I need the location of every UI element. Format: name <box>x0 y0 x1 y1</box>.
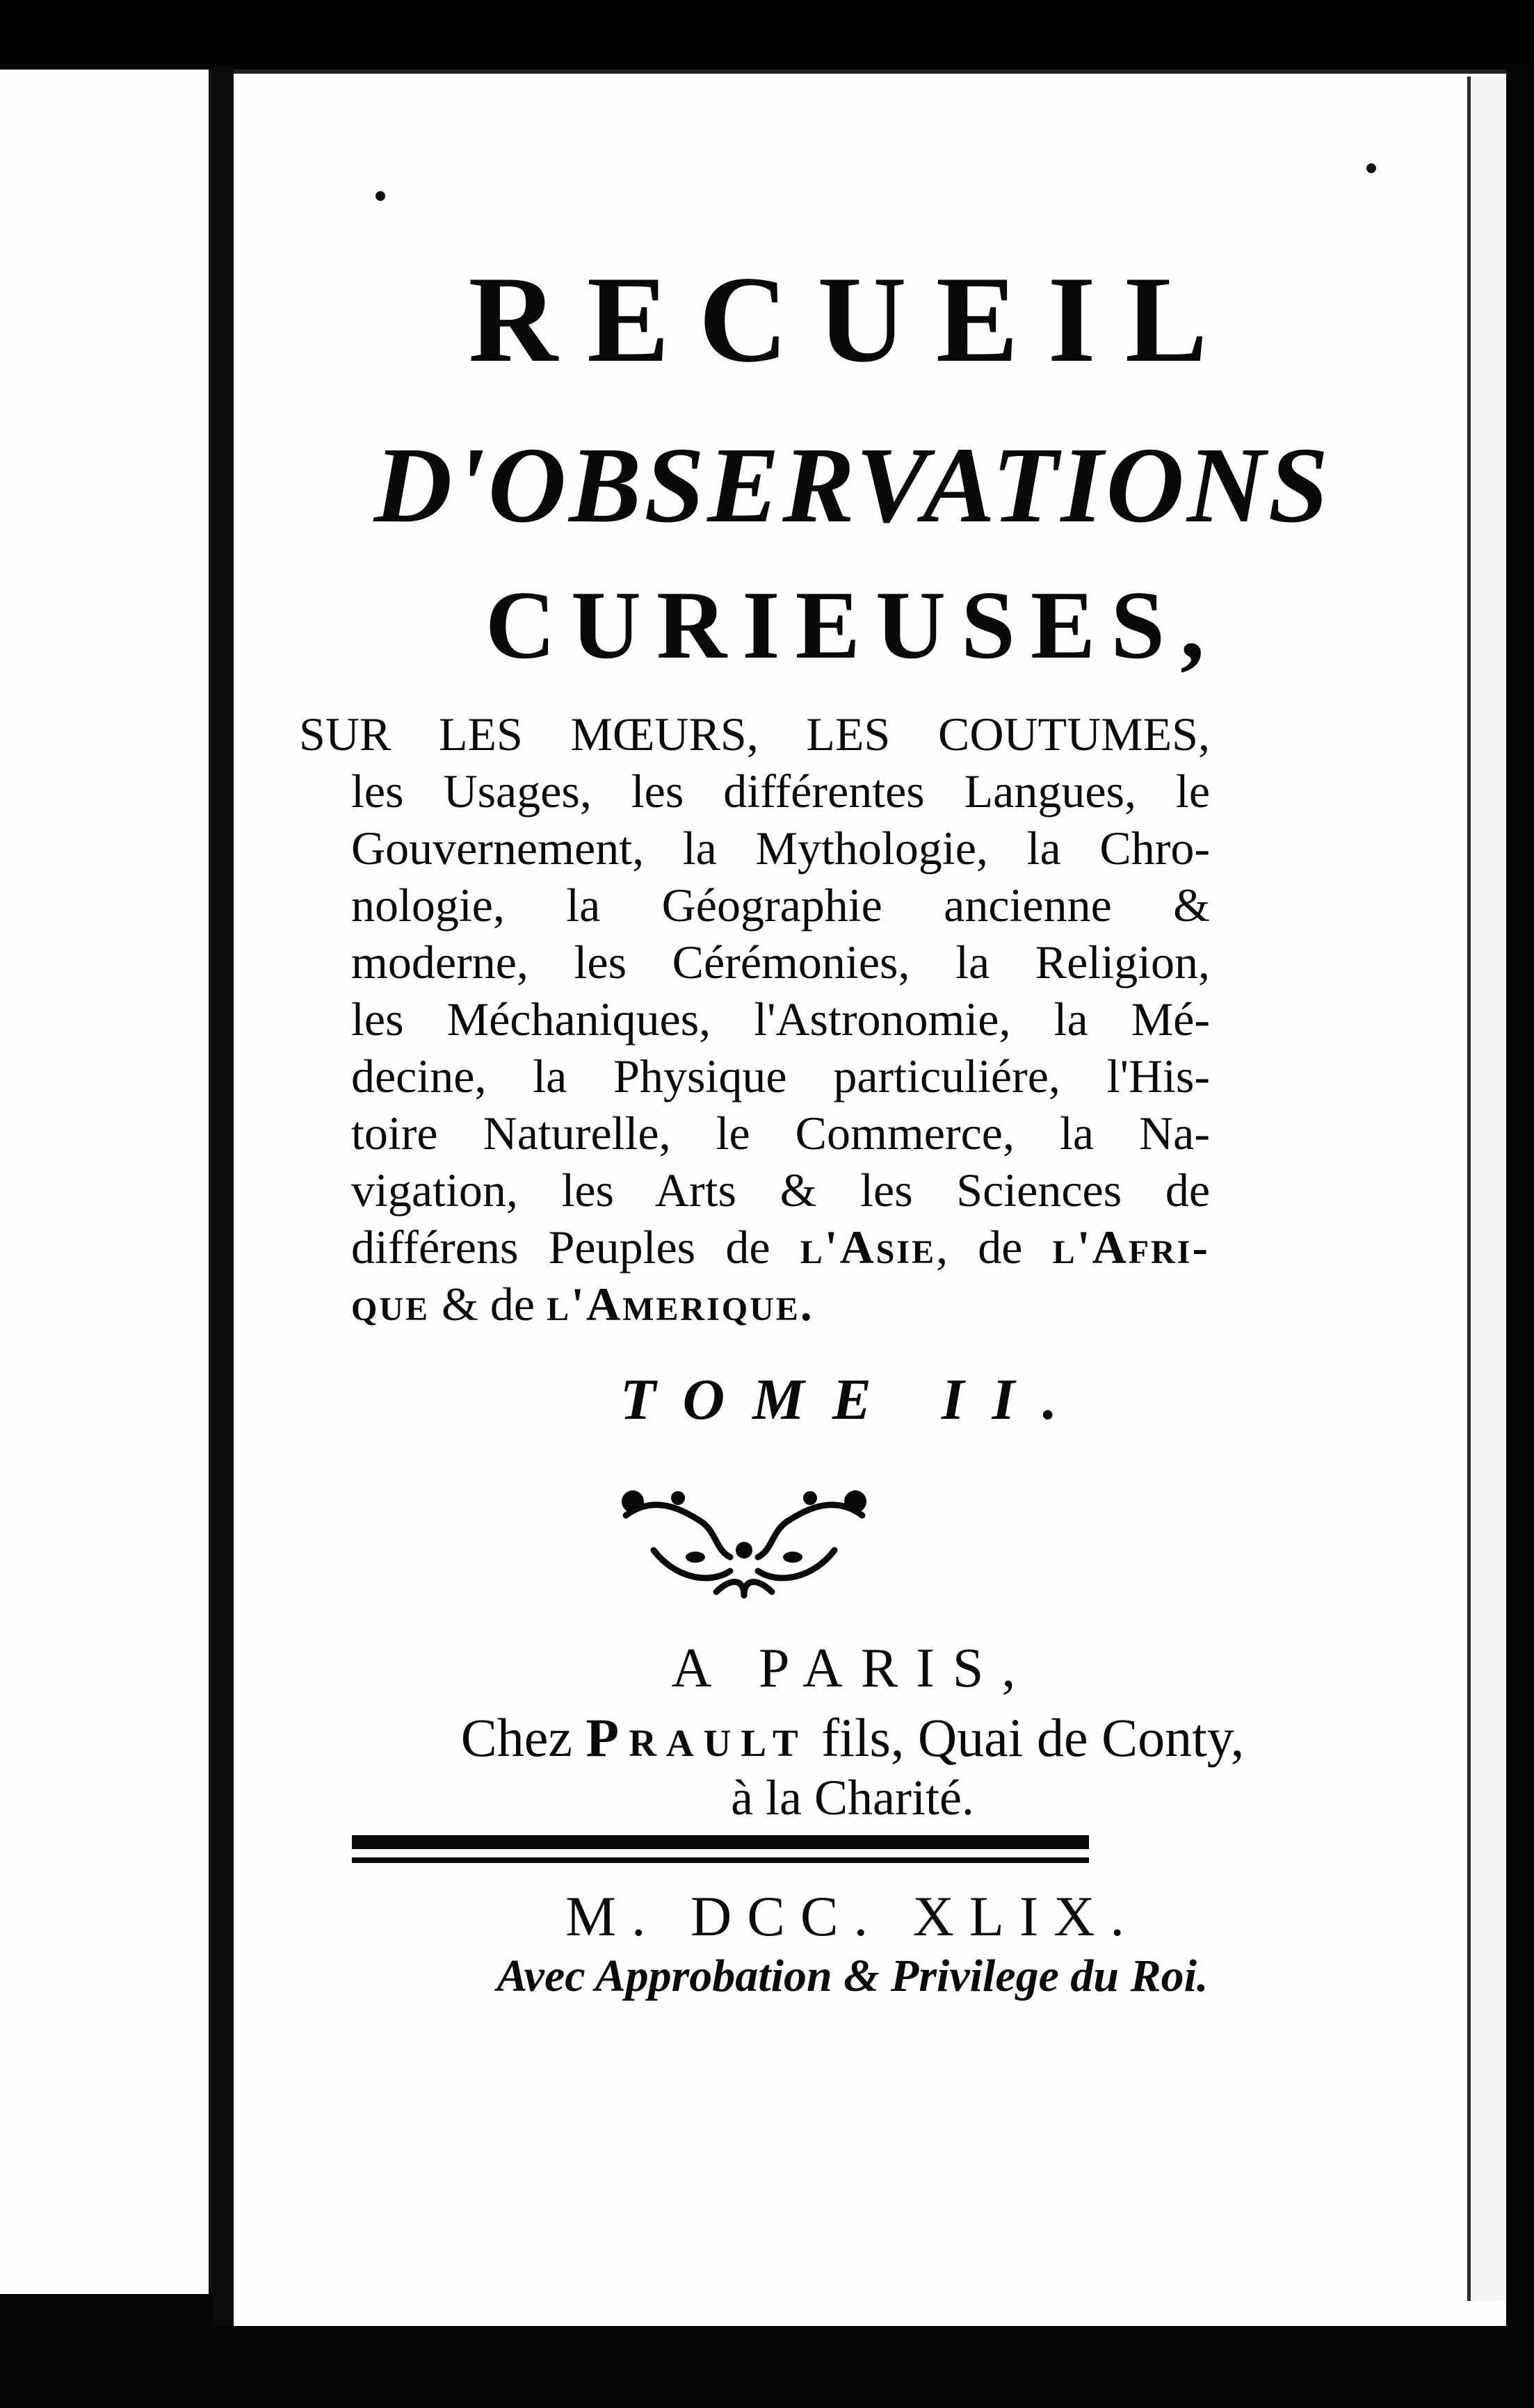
double-rule-thick <box>352 1835 1089 1849</box>
subtitle-line: vigation, les Arts & les Sciences de <box>351 1164 1210 1217</box>
place-asie: l'Asie <box>800 1221 937 1274</box>
subtitle-line: Gouvernement, la Mythologie, la Chro- <box>351 822 1210 874</box>
subtitle-line <box>351 1276 1210 1333</box>
subtitle-line: les Usages, les différentes Langues, le <box>351 765 1210 817</box>
ink-speck <box>376 191 385 201</box>
subtitle-text: différens Peuples de <box>351 1221 800 1274</box>
subtitle-text: & de <box>430 1278 547 1331</box>
subtitle-line: moderne, les Cérémonies, la Religion, <box>351 936 1210 989</box>
imprint-printer: Prault <box>586 1707 808 1768</box>
place-amerique: l'Amerique. <box>547 1278 814 1331</box>
title-recueil: RECUEIL <box>468 250 1237 388</box>
imprint-city: A PARIS, <box>671 1638 1034 1699</box>
place-afrique-end: que <box>351 1278 430 1331</box>
subtitle-text: , de <box>936 1221 1053 1274</box>
place-afrique: l'Afri- <box>1052 1221 1210 1274</box>
ink-speck <box>1366 163 1376 173</box>
subtitle-line: nologie, la Géographie ancienne & <box>351 879 1210 932</box>
subtitle-line: decine, la Physique particuliére, l'His- <box>351 1050 1210 1103</box>
scan-border-top <box>0 0 1534 63</box>
subtitle-line: les Méchaniques, l'Astronomie, la Mé- <box>351 993 1210 1046</box>
imprint-chez: Chez <box>460 1707 573 1768</box>
book-gutter <box>213 67 234 2326</box>
title-curieuses: CURIEUSES, <box>485 571 1220 679</box>
publication-date: M. DCC. XLIX. <box>565 1885 1140 1948</box>
volume-number: TOME II. <box>620 1367 1085 1432</box>
floral-ornament <box>612 1474 876 1606</box>
subtitle-line <box>351 1219 1210 1276</box>
subtitle-block <box>299 706 1210 1333</box>
imprint-sign: à la Charité. <box>731 1770 974 1825</box>
facing-page <box>0 70 213 2294</box>
imprint-address: fils, Quai de Conty, <box>821 1707 1245 1768</box>
approbation-notice: Avec Approbation & Privilege du Roi. <box>496 1951 1209 2001</box>
imprint-printer-line <box>234 1707 1471 1769</box>
subtitle-line: SUR LES MŒURS, LES COUTUMES, <box>299 708 1210 760</box>
title-observations: D'OBSERVATIONS <box>373 425 1332 545</box>
page-edge <box>1467 76 1505 2301</box>
subtitle-line: toire Naturelle, le Commerce, la Na- <box>351 1107 1210 1160</box>
double-rule-thin <box>352 1857 1089 1863</box>
